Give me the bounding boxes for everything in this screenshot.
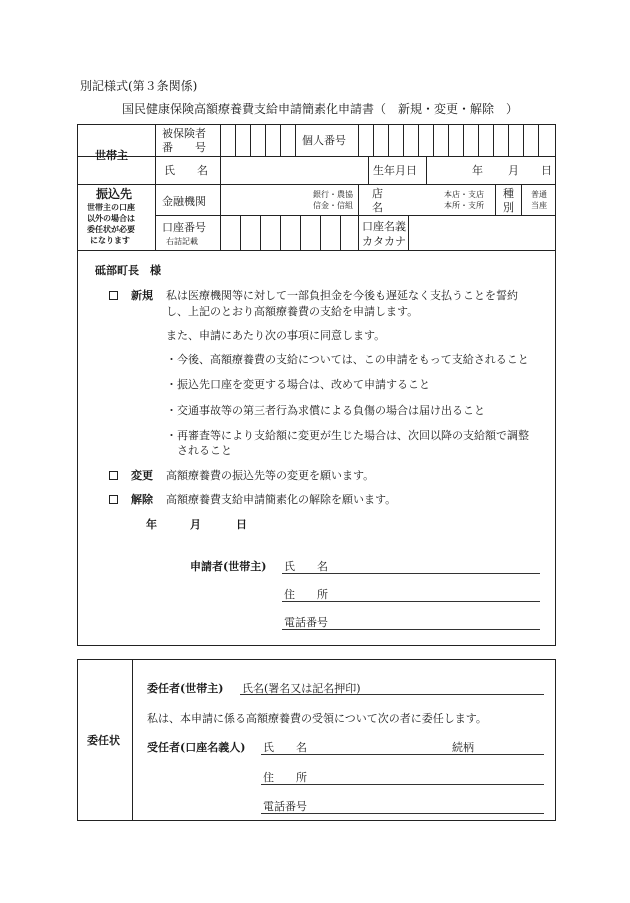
new-text-line-1: 私は医療機関等に対して一部負担金を今後も遅延なく支払うことを誓約 bbox=[166, 289, 518, 302]
account-holder-label-2: カタカナ bbox=[362, 235, 406, 248]
change-label: 変更 bbox=[131, 469, 153, 482]
form-title: 国民健康保険高額療養費支給申請簡素化申請書（ 新規・変更・解除 ） bbox=[122, 102, 519, 116]
account-kind-label-1: 種 bbox=[503, 187, 514, 200]
transfer-note-2: 以外の場合は bbox=[87, 213, 135, 223]
relationship-label: 続柄 bbox=[452, 741, 474, 754]
account-kind-label-2: 別 bbox=[503, 201, 514, 214]
insured-number-label-2: 番 号 bbox=[162, 141, 206, 154]
birth-year-label: 年 bbox=[472, 164, 483, 177]
delegate-phone-label: 電話番号 bbox=[263, 800, 307, 813]
form-number: 別記様式(第３条関係) bbox=[80, 79, 198, 93]
applicant-name-label: 氏 名 bbox=[284, 560, 328, 573]
personal-number-label: 個人番号 bbox=[302, 134, 346, 147]
delegator-name-line[interactable] bbox=[240, 694, 544, 695]
branch-label-2: 名 bbox=[372, 201, 383, 214]
birth-day-label: 日 bbox=[541, 164, 552, 177]
delegate-address-line[interactable] bbox=[261, 784, 544, 785]
household-head-label: 世帯主 bbox=[95, 149, 128, 162]
cancel-checkbox[interactable] bbox=[109, 495, 118, 504]
delegator-label: 委任者(世帯主) bbox=[147, 682, 224, 695]
date-month-label: 月 bbox=[190, 518, 201, 531]
birth-date-label: 生年月日 bbox=[373, 164, 417, 177]
applicant-phone-label: 電話番号 bbox=[284, 616, 328, 629]
applicant-name-line[interactable] bbox=[282, 573, 540, 574]
delegate-name-line[interactable] bbox=[261, 754, 544, 755]
consent-text: また、申請にあたり次の事項に同意します。 bbox=[166, 329, 386, 342]
name-label: 氏 名 bbox=[164, 164, 208, 177]
delegate-label: 受任者(口座名義人) bbox=[147, 741, 246, 754]
delegate-name-label: 氏 名 bbox=[263, 741, 307, 754]
new-text-line-2: し、上記のとおり高額療養費の支給を申請します。 bbox=[166, 305, 419, 318]
date-year-label: 年 bbox=[146, 518, 157, 531]
cancel-text: 高額療養費支給申請簡素化の解除を願います。 bbox=[166, 493, 397, 506]
delegator-name-label: 氏名(署名又は記名押印) bbox=[242, 682, 361, 695]
account-number-label: 口座番号 bbox=[162, 221, 206, 234]
birth-month-label: 月 bbox=[508, 164, 519, 177]
branch-type-1: 本店・支店 bbox=[444, 190, 484, 199]
transfer-note-3: 委任状が必要 bbox=[87, 224, 135, 234]
account-number-note: 右詰記載 bbox=[166, 237, 198, 246]
account-type-1: 普通 bbox=[531, 190, 547, 199]
consent-bullet-3: ・交通事故等の第三者行為求償による負傷の場合は届け出ること bbox=[166, 404, 485, 417]
consent-bullet-1: ・今後、高額療養費の支給については、この申請をもって支給されること bbox=[166, 353, 529, 366]
consent-bullet-4-line-1: ・再審査等により支給額に変更が生じた場合は、次回以降の支給額で調整 bbox=[166, 429, 529, 442]
branch-type-2: 本所・支所 bbox=[444, 201, 484, 210]
transfer-note-1: 世帯主の口座 bbox=[87, 202, 135, 212]
transfer-title: 振込先 bbox=[96, 187, 133, 201]
financial-institution-label: 金融機関 bbox=[162, 195, 206, 208]
delegation-statement: 私は、本申請に係る高額療養費の受領について次の者に委任します。 bbox=[147, 712, 487, 725]
consent-bullet-2: ・振込先口座を変更する場合は、改めて申請すること bbox=[166, 378, 430, 391]
applicant-address-label: 住 所 bbox=[284, 588, 328, 601]
transfer-note-4: になります bbox=[90, 235, 130, 245]
delegate-address-label: 住 所 bbox=[263, 771, 307, 784]
branch-label-1: 店 bbox=[372, 187, 383, 200]
change-text: 高額療養費の振込先等の変更を願います。 bbox=[166, 469, 375, 482]
delegation-title: 委任状 bbox=[87, 734, 120, 747]
delegate-phone-line[interactable] bbox=[261, 813, 544, 814]
consent-bullet-4-line-2: されること bbox=[177, 444, 232, 457]
account-holder-label-1: 口座名義 bbox=[362, 220, 406, 233]
date-day-label: 日 bbox=[236, 518, 247, 531]
bank-type-1: 銀行・農協 bbox=[313, 190, 353, 199]
applicant-phone-line[interactable] bbox=[282, 629, 540, 630]
applicant-label: 申請者(世帯主) bbox=[190, 560, 267, 573]
bank-type-2: 信金・信組 bbox=[313, 201, 353, 210]
change-checkbox[interactable] bbox=[109, 471, 118, 480]
applicant-address-line[interactable] bbox=[282, 601, 540, 602]
insured-number-label-1: 被保険者 bbox=[162, 127, 206, 140]
cancel-label: 解除 bbox=[131, 493, 153, 506]
new-checkbox[interactable] bbox=[109, 291, 118, 300]
account-type-2: 当座 bbox=[531, 201, 547, 210]
new-label: 新規 bbox=[131, 289, 153, 302]
addressee: 砥部町長 様 bbox=[95, 264, 161, 277]
